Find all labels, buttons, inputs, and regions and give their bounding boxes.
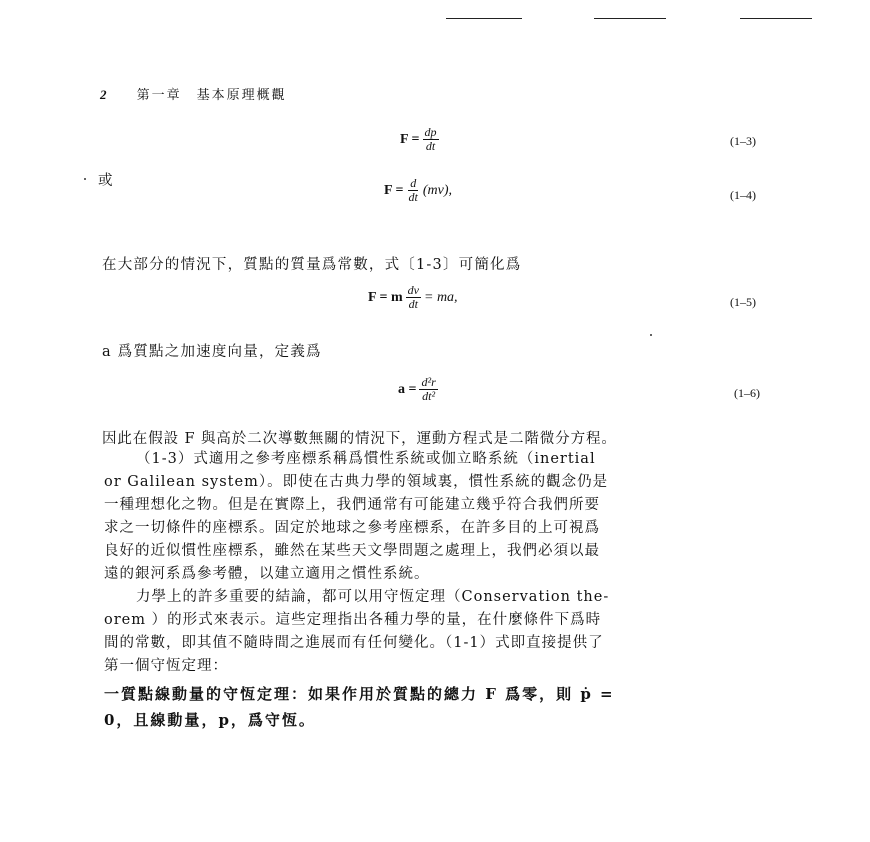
or-label: 或 <box>98 173 114 189</box>
text-line: 在大部分的情況下，質點的質量爲常數，式〔1-3〕可簡化爲 <box>102 257 522 273</box>
equation-number: (1–6) <box>734 386 760 400</box>
equation-1-5 <box>368 284 458 311</box>
paragraph-line: 求之一切條件的座標系。固定於地球之參考座標系，在許多目的上可視爲 <box>104 520 600 536</box>
equation-1-4 <box>384 177 452 204</box>
equation-tail: = ma, <box>424 289 458 305</box>
chapter-title: 第一章 基本原理概觀 <box>136 88 287 103</box>
top-rule <box>740 18 812 19</box>
theorem-statement <box>104 681 615 733</box>
fraction <box>423 126 439 153</box>
paragraph-line: （1-3）式適用之參考座標系稱爲慣性系統或伽立略系統（inertial <box>136 451 596 467</box>
theorem-line: 一質點線動量的守恆定理：如果作用於質點的總力 F 爲零，則 ṗ = <box>104 685 615 703</box>
page-header <box>100 84 287 103</box>
paragraph-line: or Galilean system）。即使在古典力學的領域裏，慣性系統的觀念仍是 <box>104 474 609 490</box>
fraction-denominator: dt <box>408 297 418 311</box>
equation-1-6 <box>398 376 441 403</box>
paragraph-line: 遠的銀河系爲參考體，以建立適用之慣性系統。 <box>104 566 430 582</box>
theorem-line: 0，且線動量，p，爲守恆。 <box>104 711 316 729</box>
paragraph-line: 第一個守恆定理： <box>104 658 228 674</box>
fraction-numerator: d <box>410 176 417 190</box>
paragraph-line: orem ）的形式來表示。這些定理指出各種力學的量，在什麼條件下爲時 <box>104 612 602 628</box>
scan-speck <box>650 334 652 336</box>
page-number: 2 <box>100 87 107 102</box>
equation-1-3 <box>400 126 442 153</box>
fraction-denominator: dt <box>425 139 436 153</box>
fraction-numerator: dv <box>407 283 419 297</box>
paragraph-line: 一種理想化之物。但是在實際上，我們通常有可能建立幾乎符合我們所要 <box>104 497 600 513</box>
equation-lhs: F = m <box>368 289 403 305</box>
top-rule <box>446 18 522 19</box>
top-rule <box>594 18 666 19</box>
fraction <box>419 376 437 403</box>
paragraph-line: 間的常數，即其值不隨時間之進展而有任何變化。（1-1）式即直接提供了 <box>104 635 604 651</box>
fraction-numerator: d²r <box>421 375 436 389</box>
fraction-denominator: dt <box>408 190 418 204</box>
fraction-denominator: dt² <box>422 389 436 403</box>
equation-lhs: F = <box>384 182 404 198</box>
scan-speck <box>84 178 86 180</box>
equation-lhs: a = <box>398 381 417 397</box>
equation-lhs: F = <box>400 131 420 147</box>
paragraph-line: 力學上的許多重要的結論，都可以用守恆定理（Conservation the- <box>136 589 610 605</box>
text-line: 因此在假設 F 與高於二次導數無關的情況下，運動方程式是二階微分方程。 <box>102 431 617 447</box>
text-line: a 爲質點之加速度向量，定義爲 <box>102 344 322 360</box>
fraction <box>407 177 420 204</box>
equation-number: (1–4) <box>730 188 756 202</box>
paragraph-conservation <box>104 586 784 678</box>
equation-number: (1–5) <box>730 295 756 309</box>
equation-number: (1–3) <box>730 134 756 148</box>
paragraph-inertial-systems <box>104 448 784 586</box>
paragraph-line: 良好的近似慣性座標系，雖然在某些天文學問題之處理上，我們必須以最 <box>104 543 600 559</box>
fraction <box>406 284 421 311</box>
fraction-numerator: dp <box>424 125 437 139</box>
equation-tail: (mv), <box>422 182 453 198</box>
